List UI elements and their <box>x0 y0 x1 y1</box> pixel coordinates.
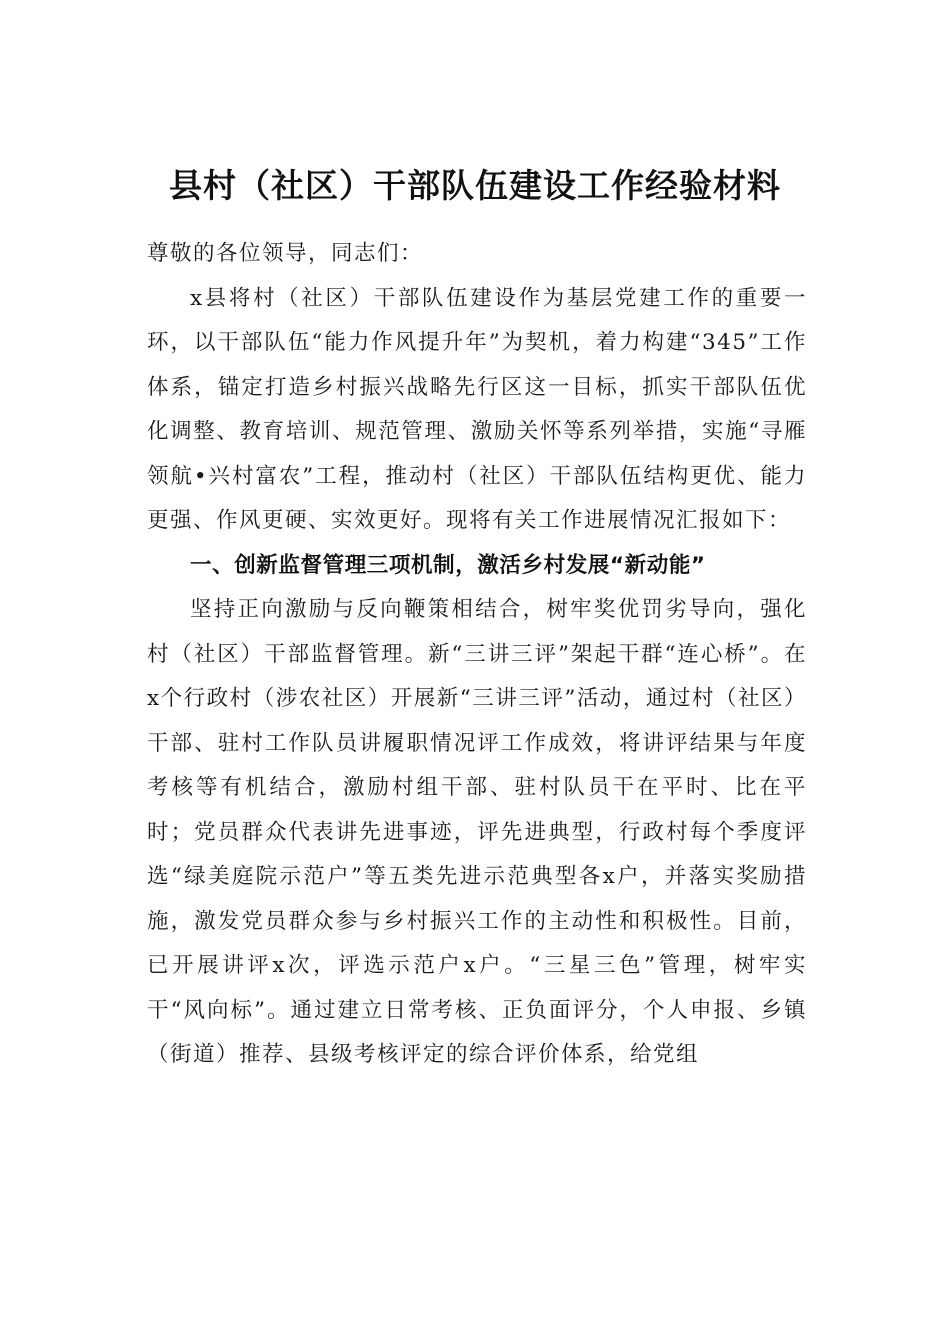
section-heading: 一、创新监督管理三项机制，激活乡村发展“新动能” <box>190 552 706 578</box>
document-body <box>147 232 807 1078</box>
section-paragraph: 坚持正向激励与反向鞭策相结合，树牢奖优罚劣导向，强化村（社区）干部监督管理。新“三讲三评”架起干群“连心桥”。在x个行政村（涉农社区）开展新“三讲三评”活动，通过村（社区）干部、驻村工作队员讲履职情况评工作成效，将讲评结果与年度考核等有机结合，激励村组干部、驻村队员干在平时、比在平时；党员群众代表讲先进事迹，评先进典型，行政村每个季度评选“绿美庭院示范户”等五类先进示范典型各x户，并落实奖励措施，激发党员群众参与乡村振兴工作的主动性和积极性。目前，已开展讲评x次，评选示范户x户。“三星三色”管理，树牢实干“风向标”。通过建立日常考核、正负面评分，个人申报、乡镇（街道）推荐、县级考核评定的综合评价体系，给党组 <box>147 597 807 1067</box>
salutation: 尊敬的各位领导，同志们： <box>147 241 424 266</box>
intro-paragraph: x县将村（社区）干部队伍建设作为基层党建工作的重要一环，以干部队伍“能力作风提升年”为契机，着力构建“345”工作体系，锚定打造乡村振兴战略先行区这一目标，抓实干部队伍优化调整、教育培训、规范管理、激励关怀等系列举措，实施“寻雁领航•兴村富农”工程，推动村（社区）干部队伍结构更优、能力更强、作风更硬、实效更好。现将有关工作进展情况汇报如下： <box>147 285 807 533</box>
document-title: 县村（社区）干部队伍建设工作经验材料 <box>169 166 781 205</box>
